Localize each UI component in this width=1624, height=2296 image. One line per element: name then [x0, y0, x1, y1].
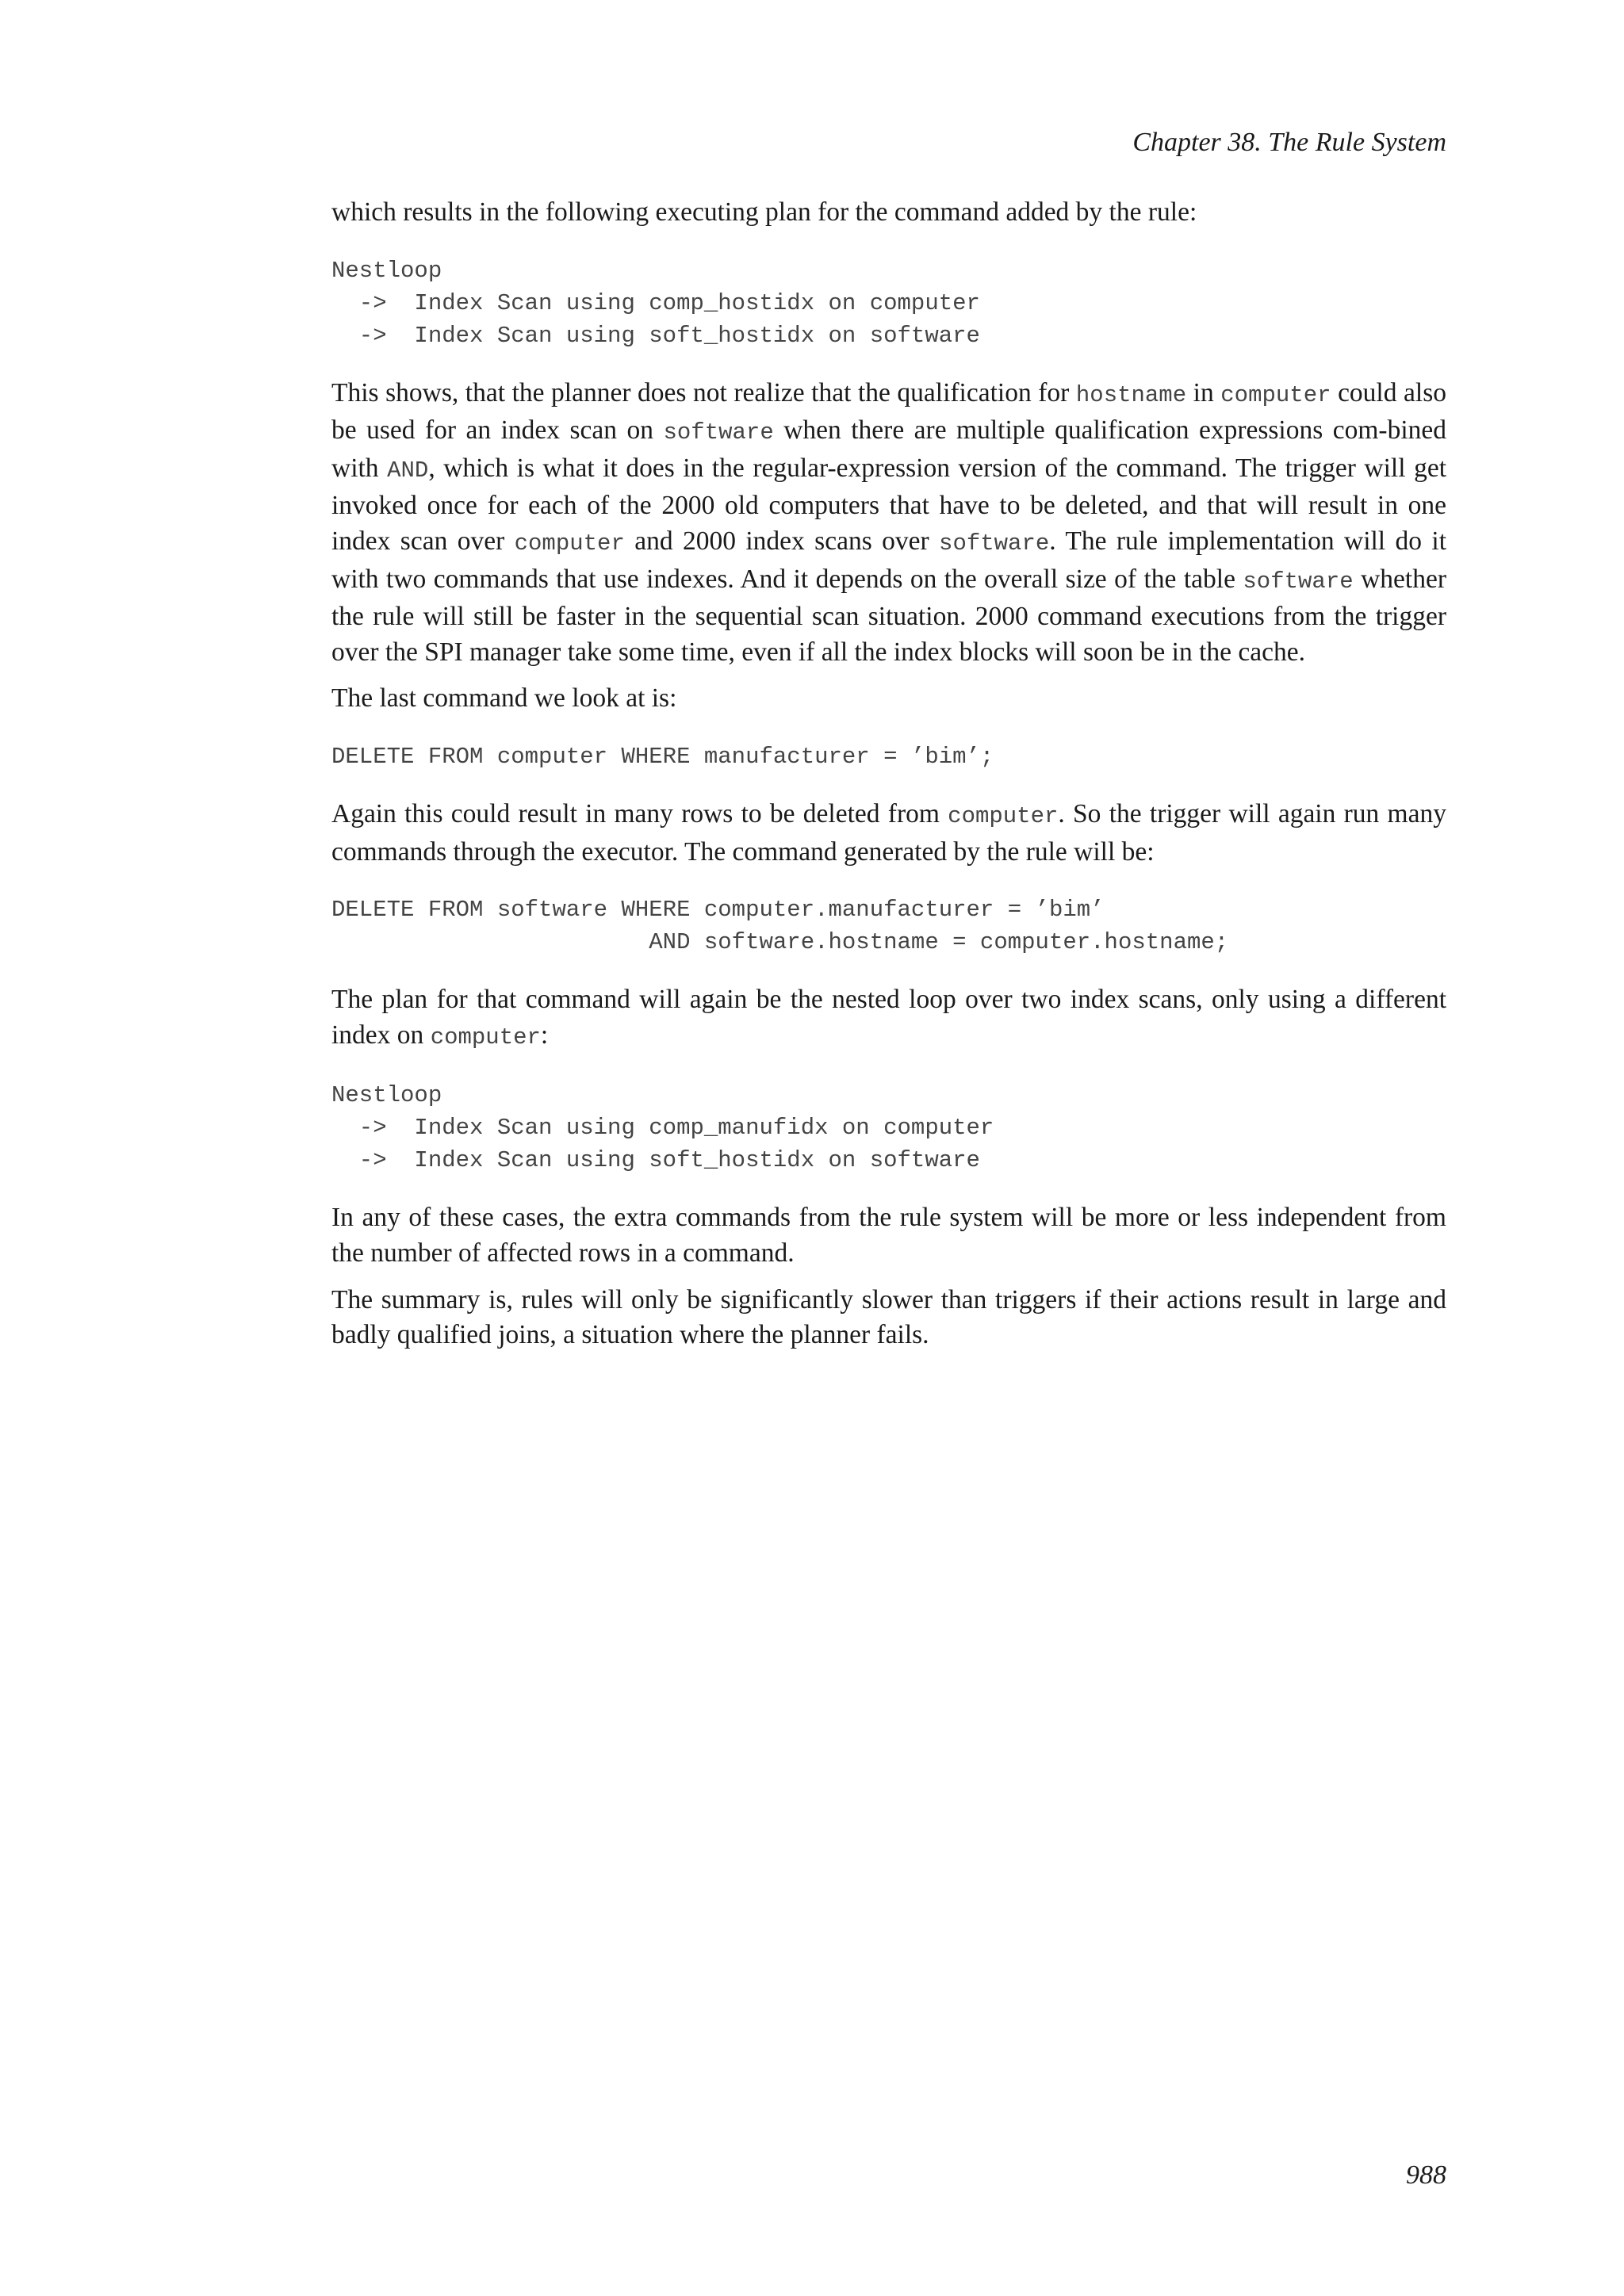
paragraph-plan-index: The plan for that command will again be the nested loop over two index scans, only using a different index on computer:	[331, 985, 1446, 1050]
inline-code-computer: computer	[430, 1024, 541, 1050]
page-body	[331, 195, 1446, 1364]
inline-code-computer: computer	[1220, 381, 1331, 408]
paragraph-cases: In any of these cases, the extra commands from the rule system will be more or less independent from the number of affected rows in a command.	[331, 1203, 1446, 1268]
paragraph-planner-analysis: This shows, that the planner does not realize that the qualification for hostname in computer could also be used for an index scan on software when there are multiple qualification expressions com-bined with AND, which is what it does in the regular-expression version of the command. The trigger will get invoked once for each of the 2000 old computers that have to be deleted, and that will result in one index scan over computer and 2000 index scans over software. The rule implementation will do it with two commands that use indexes. And it depends on the overall size of the table software whether the rule will still be faster in the sequential scan situation. 2000 command executions from the trigger over the SPI manager take some time, even if all the index blocks will soon be in the cache.	[331, 377, 1447, 667]
paragraph-rows-deleted: Again this could result in many rows to be deleted from computer. So the trigger will again run many commands through the executor. The command generated by the rule will be:	[331, 798, 1446, 867]
paragraph-summary: The summary is, rules will only be significantly slower than triggers if their actions result in large and badly qualified joins, a situation where the planner fails.	[331, 1284, 1446, 1350]
page-number: 988	[1406, 2160, 1446, 2190]
document-page	[331, 0, 1446, 2296]
inline-code-computer: computer	[514, 530, 625, 557]
paragraph-intro: which results in the following executing plan for the command added by the rule:	[331, 197, 1197, 227]
inline-code-computer: computer	[948, 802, 1059, 829]
code-block-plan-2: Nestloop -> Index Scan using comp_manufidx on computer -> Index Scan using soft_hostidx on software	[331, 1082, 994, 1174]
inline-code-hostname: hostname	[1075, 381, 1187, 408]
inline-code-software: software	[1243, 568, 1354, 595]
code-block-delete-computer: DELETE FROM computer WHERE manufacturer = ’bim’;	[331, 743, 994, 770]
paragraph-last-command: The last command we look at is:	[331, 683, 677, 714]
code-block-plan-1: Nestloop -> Index Scan using comp_hostidx on computer -> Index Scan using soft_hostidx on software	[331, 257, 980, 349]
inline-code-software: software	[939, 530, 1050, 557]
inline-code-software: software	[663, 419, 774, 446]
code-block-delete-software: DELETE FROM software WHERE computer.manufacturer = ’bim’ AND software.hostname = computer.hostname;	[331, 897, 1229, 956]
inline-code-and: AND	[387, 457, 429, 484]
running-header: Chapter 38. The Rule System	[1132, 128, 1446, 157]
